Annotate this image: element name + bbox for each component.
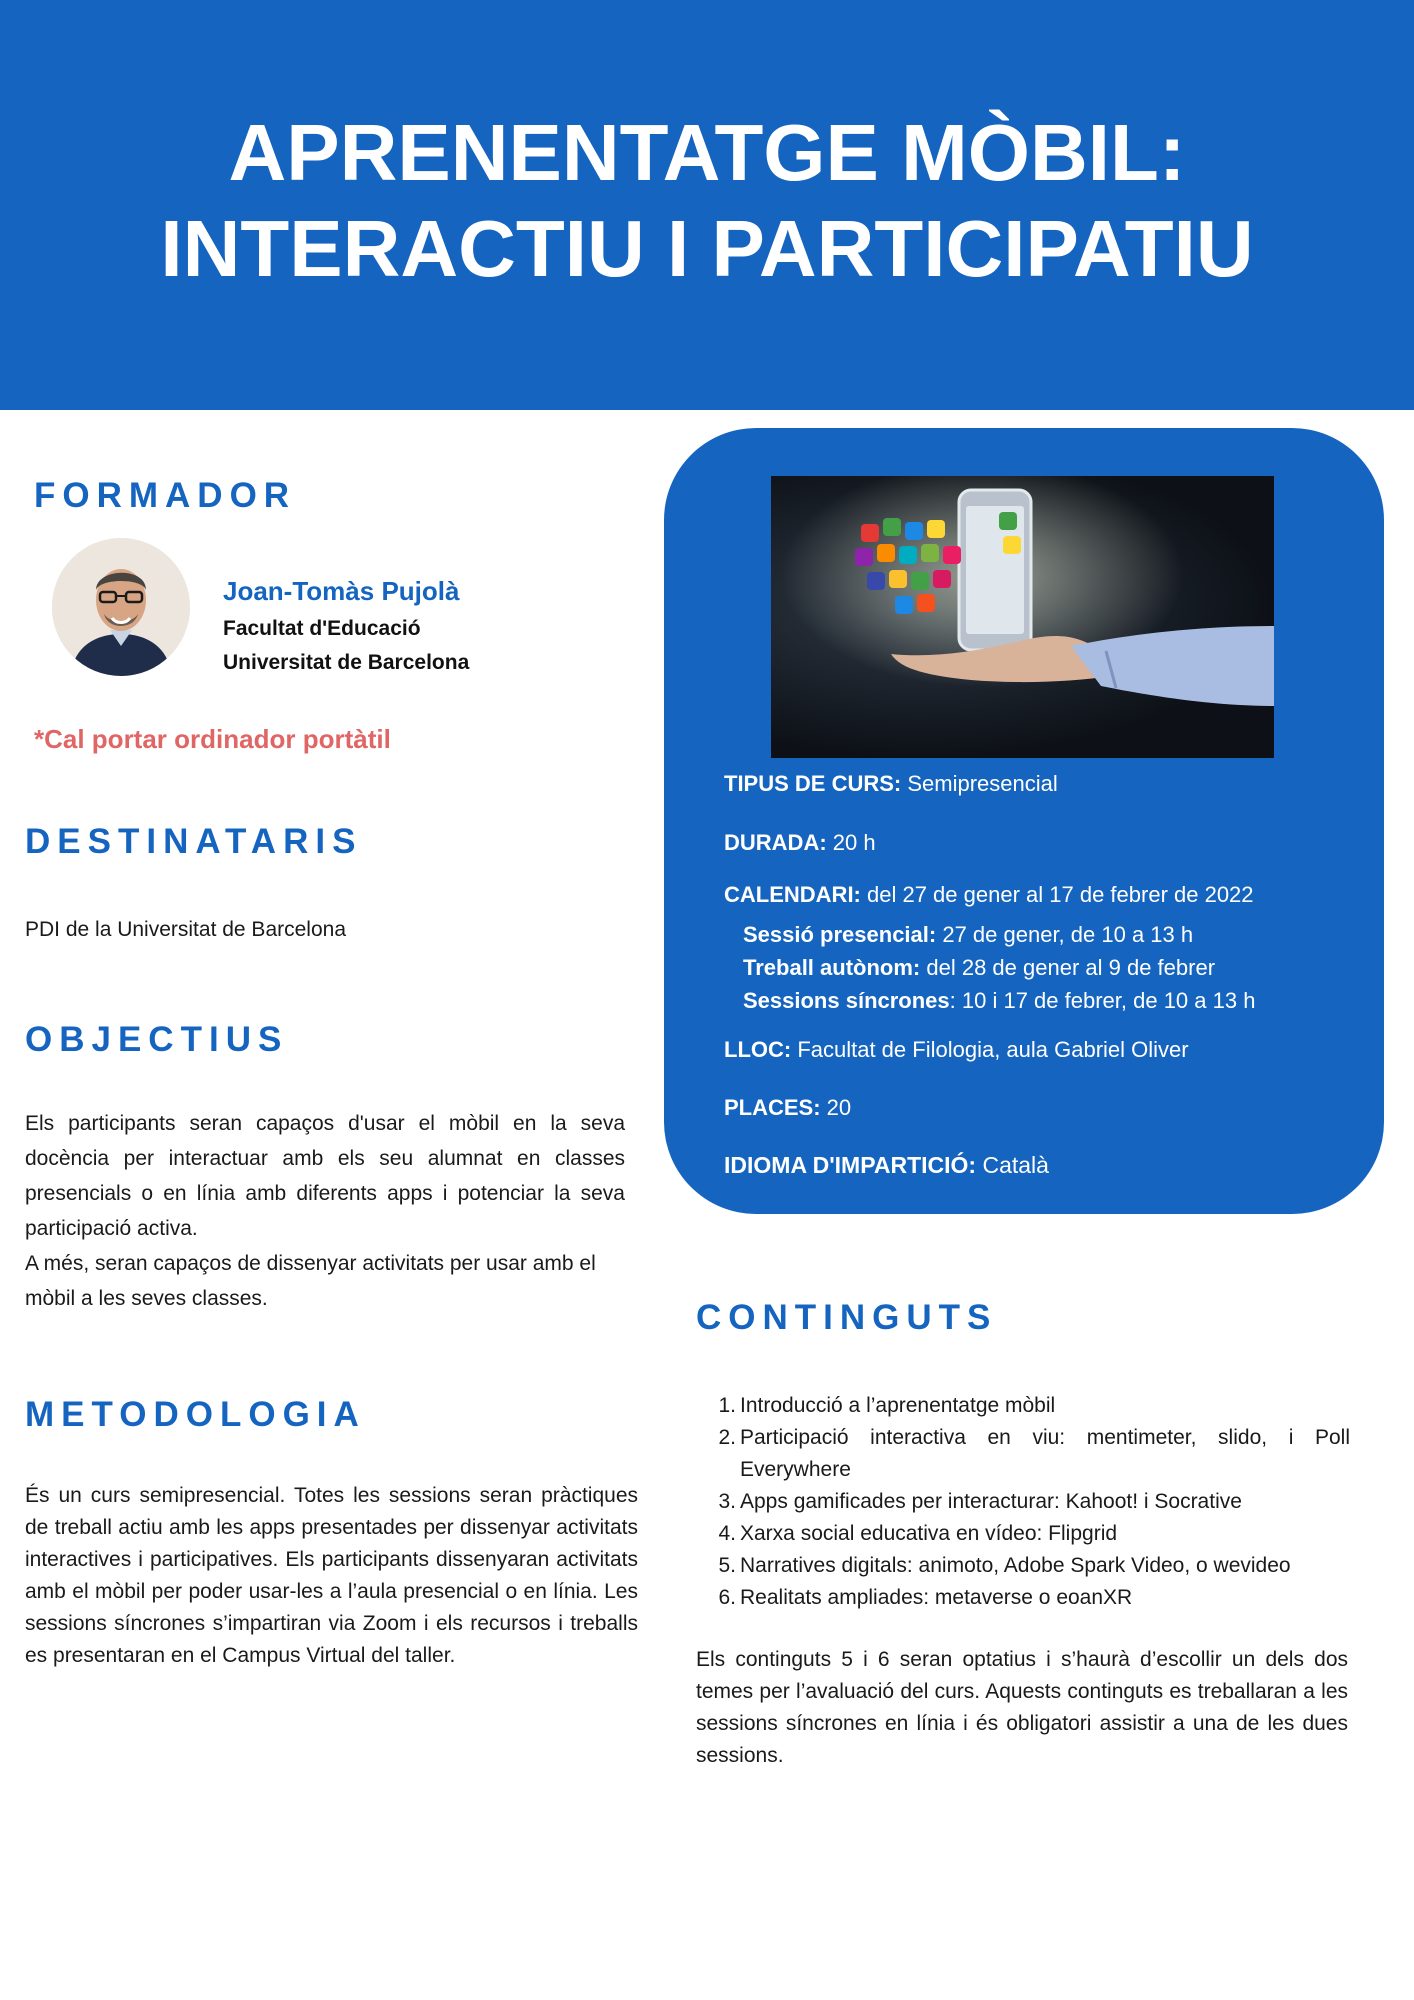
duration-value: 20 h (826, 830, 876, 855)
course-type-label: TIPUS DE CURS: (724, 771, 902, 796)
places-label: PLACES: (724, 1095, 821, 1120)
list-item-number: 4. (718, 1522, 736, 1545)
list-item (694, 1486, 1350, 1518)
trainer-name: Joan-Tomàs Pujolà (223, 576, 460, 606)
list-item-number: 5. (718, 1554, 736, 1577)
list-item (694, 1582, 1350, 1614)
onsite-session-value: 27 de gener, de 10 a 13 h (936, 922, 1194, 947)
laptop-note: *Cal portar ordinador portàtil (34, 724, 391, 754)
trainer-avatar (52, 538, 190, 676)
sync-sessions-value: : 10 i 17 de febrer, de 10 a 13 h (949, 988, 1256, 1013)
language-label: IDIOMA D'IMPARTICIÓ: (724, 1152, 977, 1178)
onsite-session-label: Sessió presencial: (743, 922, 937, 947)
list-item-number: 1. (718, 1394, 736, 1417)
autonomous-work-row (743, 955, 1215, 981)
trainer-university: Universitat de Barcelona (223, 651, 470, 674)
list-item-number: 2. (718, 1426, 736, 1449)
autonomous-work-label: Treball autònom: (743, 955, 921, 980)
list-item-text: Xarxa social educativa en vídeo: Flipgrid (740, 1522, 1118, 1545)
continguts-heading: CONTINGUTS (696, 1298, 998, 1337)
contents-note: Els continguts 5 i 6 seran optatius i s’haurà d’escollir un dels dos temes per l’avaluació del curs. Aquests continguts es treballaran a les sessions síncrones en línia i és obligatori assistir a una de les dues sessions. (696, 1648, 1348, 1767)
metodologia-text: És un curs semipresencial. Totes les sessions seran pràctiques de treball actiu amb les apps presentades per dissenyar activitats interactives i participatives. Els participants dissenyaran activitats amb el mòbil per poder usar-les a l’aula presencial o en línia. Les sessions síncrones s’impartiran via Zoom i els recursos i treballs es presentaran en el Campus Virtual del taller. (25, 1484, 638, 1667)
trainer-faculty: Facultat d'Educació (223, 617, 421, 640)
list-item (694, 1422, 1350, 1486)
destinataris-text: PDI de la Universitat de Barcelona (25, 918, 346, 941)
list-item (694, 1518, 1350, 1550)
destinataris-heading: DESTINATARIS (25, 822, 363, 861)
calendar-label: CALENDARI: (724, 882, 861, 907)
list-item-number: 6. (718, 1586, 736, 1609)
course-type-value: Semipresencial (901, 771, 1058, 796)
language-value: Català (976, 1152, 1049, 1178)
objectius-paragraph-1: Els participants seran capaços d'usar el mòbil en la seva docència per interactuar amb els seu alumnat en classes presencials o en línia amb diferents apps i potenciar la seva participació activa. (25, 1112, 625, 1240)
duration-row (724, 830, 876, 856)
list-item-text: Narratives digitals: animoto, Adobe Spark Video, o wevideo (740, 1554, 1291, 1577)
metodologia-heading: METODOLOGIA (25, 1395, 366, 1434)
sync-sessions-row (743, 988, 1255, 1014)
onsite-session-row (743, 922, 1193, 948)
list-item-text: Realitats ampliades: metaverse o eoanXR (740, 1586, 1133, 1609)
course-type-row (724, 771, 1058, 797)
list-item (694, 1390, 1350, 1422)
sync-sessions-label: Sessions síncrones (743, 988, 950, 1013)
formador-heading: FORMADOR (34, 476, 297, 515)
objectius-heading: OBJECTIUS (25, 1020, 289, 1059)
calendar-value: del 27 de gener al 17 de febrer de 2022 (860, 882, 1254, 907)
duration-label: DURADA: (724, 830, 827, 855)
list-item-text: Participació interactiva en viu: mentimeter, slido, i Poll Everywhere (740, 1426, 1350, 1481)
contents-list (694, 1390, 1350, 1614)
list-item-text: Introducció a l’aprenentatge mòbil (740, 1394, 1056, 1417)
mobile-apps-photo (771, 476, 1274, 758)
autonomous-work-value: del 28 de gener al 9 de febrer (920, 955, 1216, 980)
location-row (724, 1037, 1189, 1063)
title-line-1: APRENENTATGE MÒBIL: (228, 108, 1186, 197)
calendar-row (724, 882, 1254, 908)
trainer-portrait-icon (52, 538, 190, 676)
location-value: Facultat de Filologia, aula Gabriel Oliver (791, 1037, 1189, 1062)
title-line-2: INTERACTIU I PARTICIPATIU (160, 204, 1254, 293)
page-title (0, 105, 1414, 297)
objectius-paragraph-2: A més, seran capaços de dissenyar activitats per usar amb el mòbil a les seves classes. (25, 1252, 596, 1310)
list-item (694, 1550, 1350, 1582)
header-banner (0, 0, 1414, 410)
language-row (724, 1152, 1049, 1179)
places-row (724, 1095, 851, 1121)
hand-phone-apps-icon (771, 476, 1274, 758)
places-value: 20 (820, 1095, 852, 1120)
list-item-number: 3. (718, 1490, 736, 1513)
list-item-text: Apps gamificades per interacturar: Kahoot! i Socrative (740, 1490, 1242, 1513)
location-label: LLOC: (724, 1037, 792, 1062)
